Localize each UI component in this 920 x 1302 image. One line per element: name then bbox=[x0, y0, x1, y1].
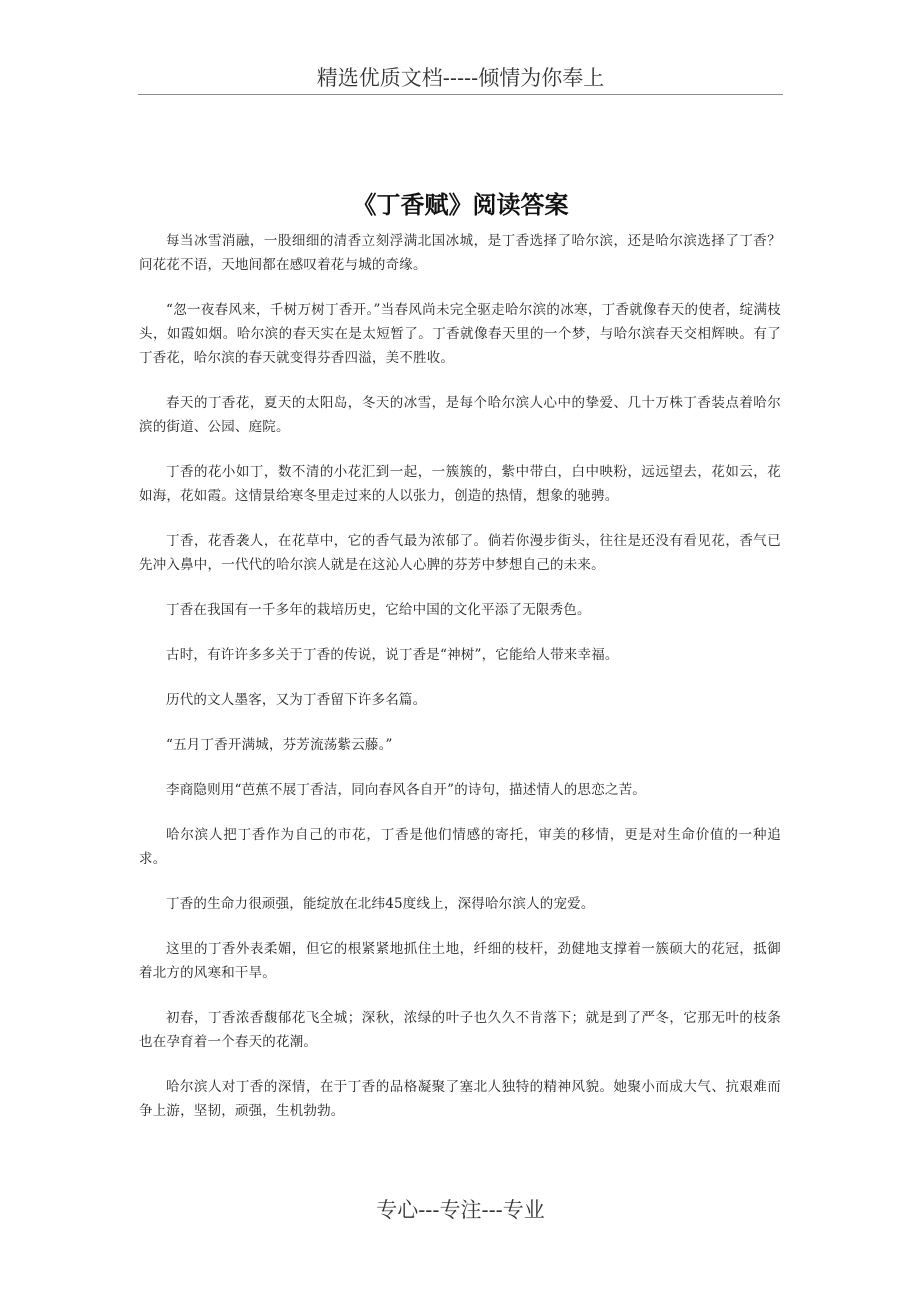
paragraph: 李商隐则用“芭蕉不展丁香洁，同向春风各自开”的诗句，描述情人的思恋之苦。 bbox=[166, 782, 647, 798]
paragraph: 古时，有许许多多关于丁香的传说，说丁香是“神树”，它能给人带来幸福。 bbox=[166, 647, 619, 663]
document-body bbox=[139, 229, 781, 1144]
paragraph: 历代的文人墨客，又为丁香留下许多名篇。 bbox=[166, 692, 427, 708]
page-footer: 专心---专注---专业 bbox=[376, 1198, 545, 1222]
document-title: 《丁香赋》阅读答案 bbox=[352, 191, 569, 219]
paragraph: 春天的丁香花，夏天的太阳岛，冬天的冰雪，是每个哈尔滨人心中的挚爱、几十万株丁香装点着哈尔滨的街道、公园、庭院。 bbox=[139, 395, 781, 435]
paragraph: 哈尔滨人把丁香作为自己的市花，丁香是他们情感的寄托，审美的移情，更是对生命价值的一种追求。 bbox=[139, 827, 781, 867]
paragraph: “忽一夜春风来，千树万树丁香开。”当春风尚未完全驱走哈尔滨的冰寒，丁香就像春天的使者，绽满枝头，如霞如烟。哈尔滨的春天实在是太短暂了。丁香就像春天里的一个梦，与哈尔滨春天交相辉映。有了丁香花，哈尔滨的春天就变得芬香四溢，美不胜收。 bbox=[139, 302, 781, 366]
paragraph: 哈尔滨人对丁香的深情，在于丁香的品格凝聚了塞北人独特的精神风貌。她聚小而成大气、抗艰难而争上游，坚韧，顽强，生机勃勃。 bbox=[139, 1079, 781, 1119]
page-header: 精选优质文档-----倾情为你奉上 bbox=[138, 62, 783, 95]
paragraph: 这里的丁香外表柔媚，但它的根紧紧地抓住土地，纤细的枝杆，劲健地支撑着一簇硕大的花冠，抵御着北方的风寒和干旱。 bbox=[139, 941, 781, 981]
paragraph: 丁香的花小如丁，数不清的小花汇到一起，一簇簇的，紫中带白，白中映粉，远远望去，花如云，花如海，花如霞。这情景给寒冬里走过来的人以张力，创造的热情，想象的驰骋。 bbox=[139, 464, 781, 504]
paragraph: 初春，丁香浓香馥郁花飞全城；深秋，浓绿的叶子也久久不肯落下；就是到了严冬，它那无叶的枝条也在孕育着一个春天的花潮。 bbox=[139, 1010, 781, 1050]
paragraph: 丁香，花香袭人，在花草中，它的香气最为浓郁了。倘若你漫步街头，往往是还没有看见花，香气已先冲入鼻中，一代代的哈尔滨人就是在这沁人心脾的芬芳中梦想自己的未来。 bbox=[139, 533, 781, 573]
paragraph: 丁香的生命力很顽强，能绽放在北纬45度线上，深得哈尔滨人的宠爱。 bbox=[166, 896, 595, 912]
paragraph: 丁香在我国有一千多年的栽培历史，它给中国的文化平添了无限秀色。 bbox=[166, 602, 591, 618]
paragraph: 每当冰雪消融，一股细细的清香立刻浮满北国冰城，是丁香选择了哈尔滨，还是哈尔滨选择了丁香？问花花不语，天地间都在感叹着花与城的奇缘。 bbox=[139, 233, 781, 273]
paragraph: “五月丁香开满城，芬芳流荡紫云藤。” bbox=[166, 737, 393, 753]
